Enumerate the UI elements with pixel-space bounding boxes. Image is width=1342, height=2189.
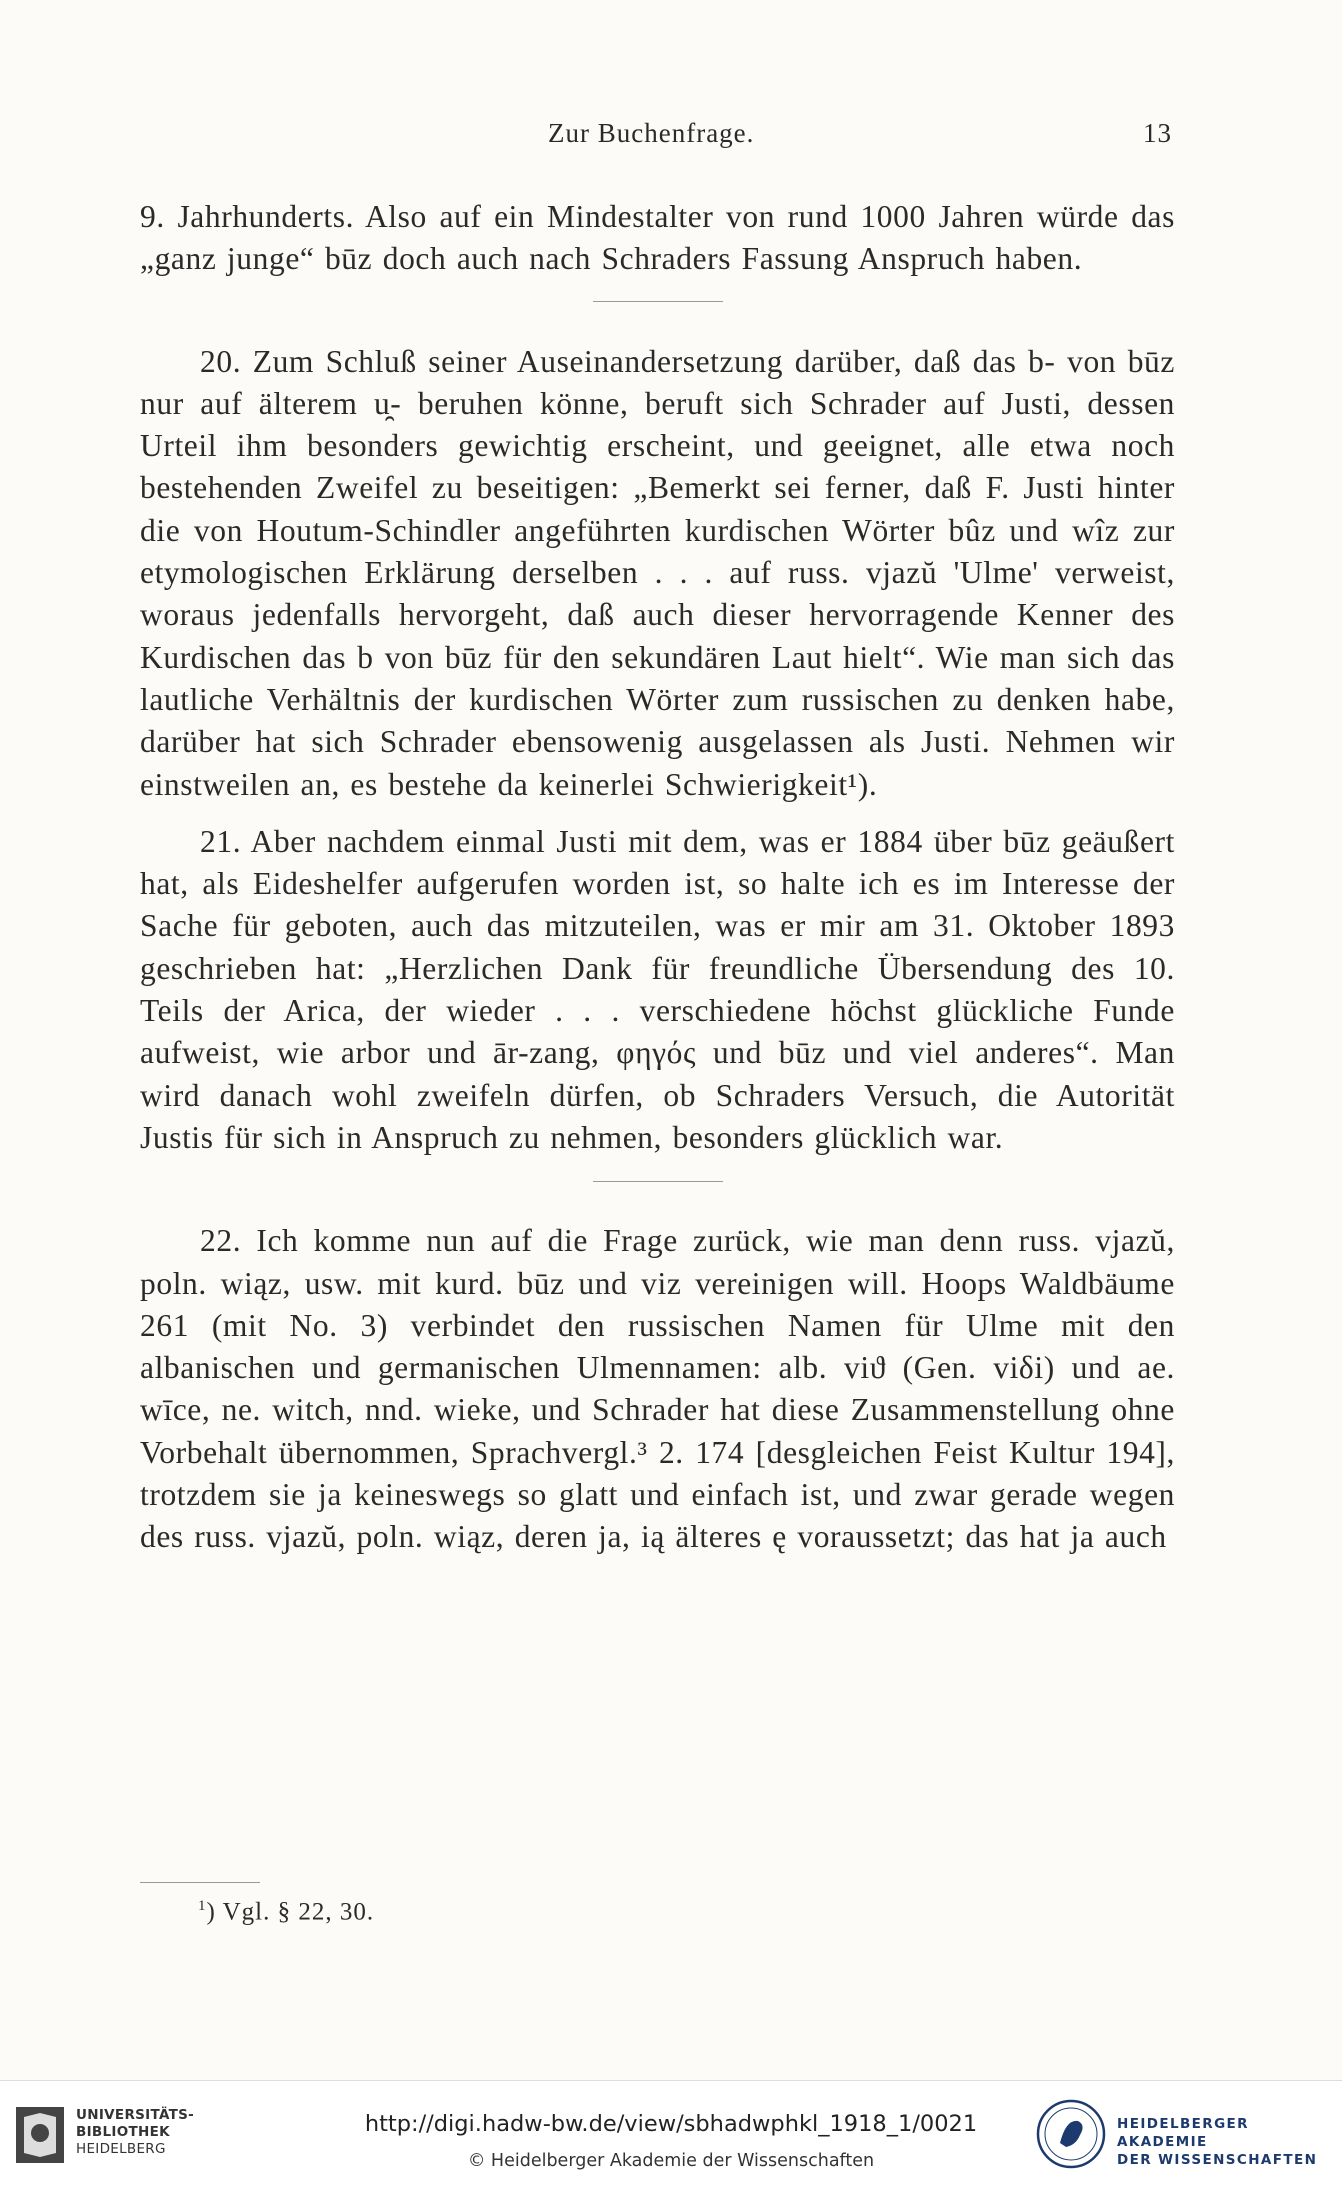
page-number: 13 bbox=[1143, 118, 1172, 148]
paragraph-21: 21. Aber nachdem einmal Justi mit dem, was er 1884 über būz geäußert hat, als Eideshelfer aufgerufen worden ist, so halte ich es im Interesse der Sache für geboten, auch das mitzuteilen, was er mir am 31. Oktober 1893 geschrieben hat: „Herzlichen Dank für freundliche Übersendung des 10. Teils der Arica, der wieder . . . verschiedene höchst glückliche Funde aufweist, wie arbor und ār-zang, φηγός und būz und viel anderes“. Man wird danach wohl zweifeln dürfen, ob Schraders Versuch, die Autorität Justis für sich in Anspruch zu nehmen, besonders glücklich war. bbox=[140, 823, 1175, 1155]
footnote bbox=[198, 1898, 374, 1926]
paragraph-20: 20. Zum Schluß seiner Auseinandersetzung darüber, daß das b- von būz nur auf älterem u̯- beruhen könne, beruft sich Schrader auf Justi, dessen Urteil ihm besonders gewichtig erscheint, und geeignet, alle etwa noch bestehenden Zweifel zu beseitigen: „Bemerkt sei ferner, daß F. Justi hinter die von Houtum-Schindler angeführten kurdischen Wörter bûz und wîz zur etymologischen Erklärung derselben . . . auf russ. vjazŭ 'Ulme' verweist, woraus jedenfalls hervorgeht, daß auch dieser hervorragende Kenner des Kurdischen das b von būz für den sekundären Laut hielt“. Wie man sich das lautliche Verhältnis der kurdischen Wörter zum russischen zu denken habe, darüber hat sich Schrader ebensowenig ausgelassen als Justi. Nehmen wir einstweilen an, es bestehe da keinerlei Schwierigkeit¹). bbox=[140, 343, 1175, 802]
footnote-text: ) Vgl. § 22, 30. bbox=[206, 1898, 375, 1926]
paragraph-22: 22. Ich komme nun auf die Frage zurück, wie man denn russ. vjazŭ, poln. wiąz, usw. mit kurd. būz und viz vereinigen will. Hoops Waldbäume 261 (mit No. 3) verbindet den russischen Namen für Ulme mit den albanischen und germanischen Ulmennamen: alb. viϑ (Gen. viδi) und ae. wīce, ne. witch, nnd. wieke, und Schrader hat diese Zusammenstellung ohne Vorbehalt übernommen, Sprachvergl.³ 2. 174 [desgleichen Feist Kultur 194], trotzdem sie ja keineswegs so glatt und einfach ist, und zwar gerade wegen des russ. vjazŭ, poln. wiąz, deren ja, ią älteres ę voraussetzt; das hat ja auch bbox=[140, 1223, 1175, 1555]
library-name: UNIVERSITÄTS- BIBLIOTHEK HEIDELBERG bbox=[76, 2107, 195, 2157]
academy-seal-icon bbox=[1036, 2099, 1106, 2169]
running-title: Zur Buchenfrage. bbox=[548, 118, 755, 148]
section-divider bbox=[593, 301, 723, 302]
footnote-mark: 1 bbox=[198, 1898, 207, 1914]
academy-name: HEIDELBERGER AKADEMIE DER WISSENSCHAFTEN bbox=[1117, 2116, 1318, 2168]
paragraph-continuation: 9. Jahrhunderts. Also auf ein Mindestalter von rund 1000 Jahren würde das „ganz junge“ būz doch auch nach Schraders Fassung Anspruch haben. bbox=[140, 199, 1175, 277]
section-divider bbox=[593, 1181, 723, 1182]
digitization-footer bbox=[0, 2080, 1342, 2189]
permalink-url[interactable]: http://digi.hadw-bw.de/view/sbhadwphkl_1918_1/0021 bbox=[364, 2111, 978, 2137]
running-head bbox=[0, 118, 1342, 158]
copyright-notice: © Heidelberger Akademie der Wissenschaften bbox=[467, 2151, 875, 2171]
body-text bbox=[140, 196, 1175, 1559]
footnote-rule bbox=[140, 1882, 260, 1883]
